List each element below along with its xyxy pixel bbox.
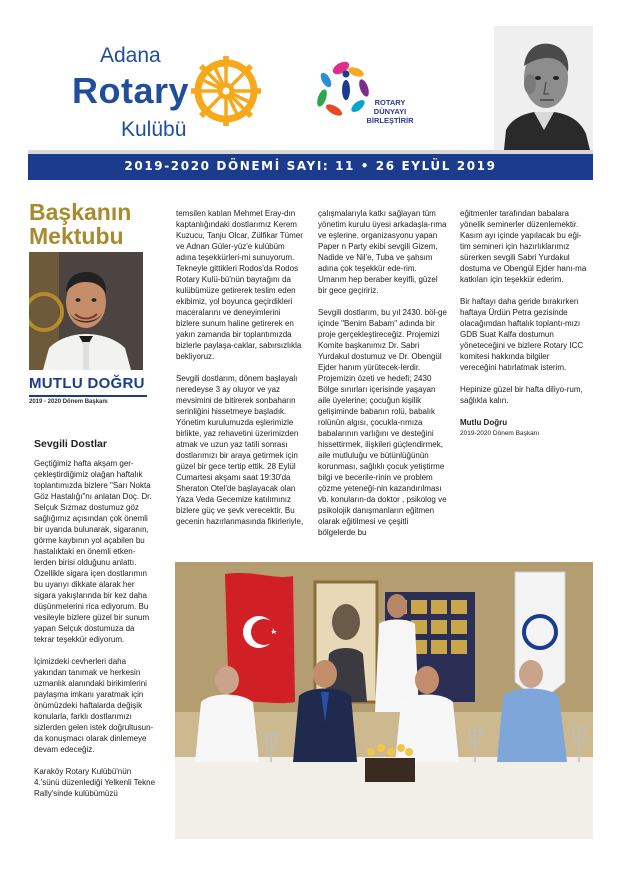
author-name-rule (29, 395, 147, 397)
text-column-3 (318, 208, 447, 549)
col2-paragraph: Sevgili dostlarım, dönem başlayalı neredeyse 3 ay oluyor ve yaz mevsimini de bitirerek sonbaharın serinliğini hissetmeye başladık. Yönetim kurulumuzda eşlerimizle birlikte, yaz rehavetini üzerimizden atmak ve uzun yaz tatili sonrası dostlarımızı bir araya getirmek için güzel bir gece tertip ettik. 28 Eylül Cumartesi akşamı saat 19:30'da Sheraton Otel'de başlayacak olan Yaza Veda Gecemize katılımınız bizlere güç ve şevk verecektir. Bu gecenin hazırlanmasında fikirleriyle, (176, 374, 304, 526)
author-name: MUTLU DOĞRU (29, 375, 145, 392)
ryw-text-2: DÜNYAYI (373, 107, 407, 116)
rotary-connects-world-logo-icon (296, 46, 396, 142)
col1-paragraph: İçimizdeki cevherleri daha yakından tanımak ve herkesin uzmanlık alanındaki birikimlerini paylaşma imkanı yaratmak için önümüzdeki haftalarda değişik konularla, farklı dostlarımızı sizlerden gelen istek doğrultusun-da konuşmacı olarak dinlemeye devam edeceğiz. (34, 657, 154, 754)
text-column-1 (34, 458, 156, 810)
ryw-text-3: BİRLEŞTİRİR (366, 116, 414, 125)
rotary-connects-world-text (366, 98, 414, 125)
ataturk-portrait (494, 26, 593, 150)
masthead (28, 26, 593, 150)
col3-paragraph: Sevgili dostlarım, bu yıl 2430. böl-ge içinde "Benim Babam" adında bir proje gerçekleştireceğiz. Projemizi Komite başkanımız Dr. Sabri Yurdakul dostumuz ve Dr. Obengül Ejder hanım yürütecek-lerdir. Projemizin özeti ve hedefi; 2430 Bölge sınırları içerisinde yaşayan aile üyelerine; çocuğun kişilik gelişiminde babanın rolü, babalık rolünün algısı, çocukla-rımıza babalarının varlığını ve desteğini hissettirmek, ilişkileri güçlendirmek, aile mutluluğu ve bütünlüğünün korunması, sağlıklı çocuk yetiştirme bilgi ve becerile-rinin ve problem çözme yeteneği-nin kazandırılması vb. konuların-da doktor , psikolog ve psikolojik danışmanların eğitmen olarak eğitilmesi ve çeşitli bölgelerde bu (318, 308, 447, 537)
signature-name: Mutlu Doğru (460, 418, 508, 427)
letter-title-line2: Mektubu (29, 223, 124, 249)
col4-paragraph: Hepinize güzel bir hafta diliyo-rum, sağlıkla kalın. (460, 385, 583, 405)
text-column-4 (460, 208, 588, 439)
col3-paragraph: çalışmalarıyla katkı sağlayan tüm yönetim kurulu üyesi arkadaşla-rıma ve eşlerine, organizasyonu yapan Paper n Party ekibi sevgili Gizem, Nadide ve Nil'e, Tuba ve şahsım adına çok teşekkür ede-rim. Umarım hep beraber keyifli, güzel bir gece geçiririz. (318, 209, 447, 295)
col4-paragraph: eğitmenler tarafından babalara yönelik seminerler düzenlemektir. Kasım ayı içinde yapılacak bu eği-tim semineri için hazırlıklarımız sürerken sevgili Sabri Yurdakul dostuma ve Obengül Ejder hanı-ma katkıları için teşekkür ederim. (460, 209, 587, 284)
issue-banner (28, 154, 593, 180)
group-photo (175, 562, 593, 839)
col1-paragraph: Geçtiğimiz hafta akşam ger-çekleştirdiğimiz olağan haftalık toplantımızda bizlere "Sarı Nokta Göz Hastalığı"nı anlatan Doç. Dr. Selçuk Sızmaz dostumuz göz sağlığımız açısından çok önemli bir uyarıda bulunarak, sigaranın, görme kaybının yol açabilen bu hastalıktaki en önemli etken-lerden birisi olduğunu anlattı. Özellikle sigara içen dostlarımın bu uyarıyı dikkate alarak her sigara yakışlarında bir kez daha düşünmelerini rica ediyorum. Bu vesileyle bizlere güzel bir sunum yapan Selçuk dostumuza da tekrar teşekkür ediyorum. (34, 459, 152, 644)
club-name-line2: Rotary (72, 70, 190, 111)
col4-paragraph: Bir haftayı daha geride bırakırken haftaya Ürdün Petra gezisinde olacağımdan haftalık toplantı-mızı GDB Suat Kalfa dostumun yöneteceğini ve bizlere Rotary ICC komitesi hakkında bilgiler vereceğini hatırlatmak isterim. (460, 297, 584, 372)
ryw-text-1: ROTARY (374, 98, 406, 107)
club-name-line3: Kulübü (121, 118, 187, 141)
letter-title-line1: Başkanın (29, 199, 132, 225)
col1-paragraph: Karaköy Rotary Kulübü'nün 4.'sünü düzenlediği Yelkenli Tekne Rally'sinde kulübümüzü (34, 767, 156, 798)
author-role: 2019 - 2020 Dönem Başkanı (29, 399, 108, 405)
salutation: Sevgili Dostlar (34, 438, 107, 450)
col2-paragraph: temsilen katılan Mehmet Eray-dın kaptanlığındaki dostlarımız Kerem Kuzucu, Tanju Olcar, Zülfikar Tümer ve Adnan Güler-yüz'e kulübüm adına teşekkürleri-mi sunuyorum. Tekneyle gittikleri Rodos'da Rodos Rotary Kulü-bü'nün bayrağını da kulübümüze getirerek teslim eden ekibimiz, yol boyunca geçirdikleri maceralarını ve deneyimlerini bizlere sunum haline getirerek en yakın zamanda bir toplantımızda bizlerle paylaşa-caklar, sabırsızlıkla bekliyoruz. (176, 209, 303, 361)
signature-role: 2019-2020 Dönem Başkanı (460, 430, 540, 437)
rotary-wheel-icon (191, 56, 261, 126)
president-portrait (29, 252, 143, 370)
text-column-2 (176, 208, 306, 538)
letter-title (29, 200, 131, 248)
issue-text: 2019-2020 DÖNEMİ SAYI: 11 • 26 EYLÜL 2019 (124, 159, 497, 173)
club-name-line1: Adana (100, 44, 161, 67)
